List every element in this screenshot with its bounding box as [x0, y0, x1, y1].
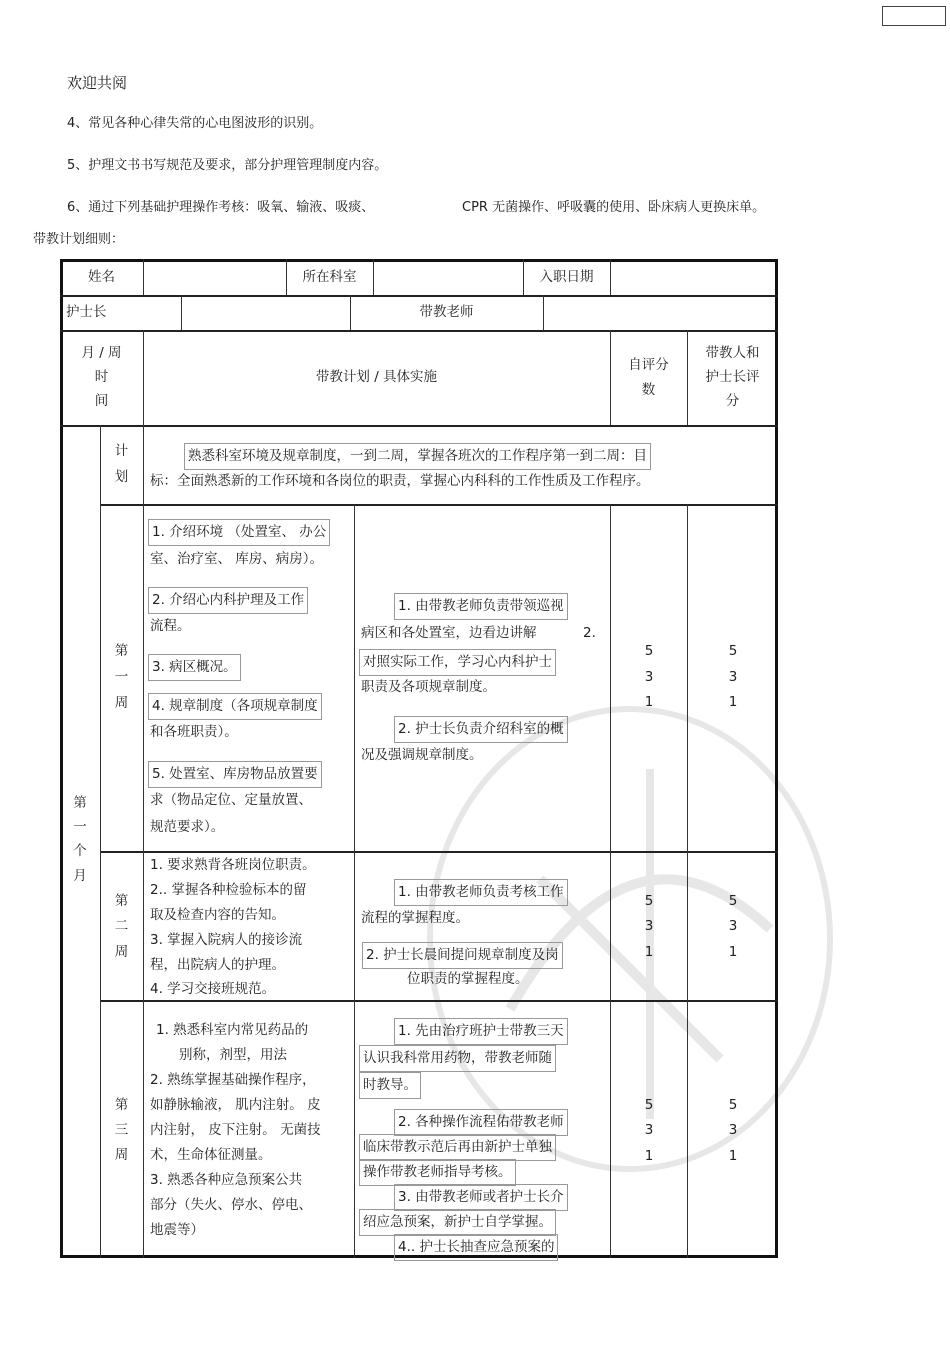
entry-date-label: 入职日期 — [539, 269, 594, 285]
week2-content-line: 4. 学习交接班规范。 — [150, 981, 276, 997]
self-score-header-1: 自评分 — [628, 357, 669, 373]
teacher-score-header-3: 分 — [725, 393, 740, 409]
week1-content-line: 和各班职责）。 — [150, 724, 238, 740]
week1-content-line: 5. 处置室、库房物品放置要 — [148, 761, 322, 788]
plan-title: 带教计划细则： — [33, 232, 125, 247]
week2-implement-line: 1. 由带教老师负责考核工作 — [394, 879, 568, 906]
week1-content-line: 4. 规章制度（各项规章制度 — [148, 693, 322, 720]
week3-content-line: 2. 熟练掌握基础操作程序， — [150, 1072, 316, 1088]
week2-self-score: 5 — [644, 893, 654, 909]
time-header-2: 时 — [94, 369, 109, 385]
intro-item-6b: CPR 无菌操作、呼吸囊的使用、卧床病人更换床单。 — [462, 200, 766, 215]
week2-content-line: 程，出院病人的护理。 — [150, 957, 285, 973]
week1-implement-line: 2. — [583, 625, 596, 641]
name-field[interactable] — [144, 265, 285, 290]
week1-implement-line: 况及强调规章制度。 — [361, 747, 483, 763]
time-header-3: 间 — [94, 393, 109, 409]
week3-implement-line: 4.. 护士长抽查应急预案的 — [394, 1234, 558, 1261]
head-nurse-label: 护士长 — [66, 304, 107, 320]
plan-text-1: 熟悉科室环境及规章制度，一到二周，掌握各班次的工作程序第一到二周：目 — [184, 443, 651, 470]
week1-implement-line: 对照实际工作，学习心内科护士 — [359, 649, 556, 676]
time-header-1: 月 / 周 — [81, 345, 122, 361]
week3-content-line: 地震等） — [150, 1222, 204, 1238]
week1-label-1: 第 — [114, 643, 129, 659]
week1-implement-line: 病区和各处置室，边看边讲解 — [361, 625, 537, 641]
department-label: 所在科室 — [302, 269, 357, 285]
week3-content-line: 内注射， 皮下注射。 无菌技 — [150, 1122, 321, 1138]
week1-self-score: 3 — [644, 669, 654, 685]
week2-content-line: 2.. 掌握各种检验标本的留 — [150, 882, 307, 898]
week3-label-1: 第 — [114, 1097, 129, 1113]
week1-self-score: 1 — [644, 694, 654, 710]
intro-item-4: 4、常见各种心律失常的心电图波形的识别。 — [67, 116, 323, 131]
month-label-4: 月 — [73, 868, 87, 884]
week3-self-score: 3 — [644, 1122, 654, 1138]
week2-implement-line: 位职责的掌握程度。 — [407, 971, 529, 987]
week3-self-score: 1 — [644, 1148, 654, 1164]
week1-content-line: 规范要求）。 — [150, 819, 225, 835]
week3-implement-line: 2. 各种操作流程佑带教老师 — [394, 1109, 568, 1136]
week2-teacher-score: 3 — [728, 918, 738, 934]
week1-label-2: 一 — [114, 669, 129, 685]
week2-teacher-score: 5 — [728, 893, 738, 909]
week2-label-3: 周 — [114, 944, 129, 960]
week3-implement-line: 操作带教老师指导考核。 — [359, 1159, 516, 1186]
week3-content-line: 部分（失火、停水、停电、 — [150, 1197, 312, 1213]
week3-content-line: 术，生命体征测量。 — [150, 1147, 272, 1163]
plan-header: 带教计划 / 具体实施 — [315, 369, 438, 385]
week2-content-line: 取及检查内容的告知。 — [150, 907, 285, 923]
week2-implement-line: 2. 护士长晨间提问规章制度及岗 — [362, 942, 563, 969]
week3-implement-line: 时教导。 — [359, 1072, 421, 1099]
week3-teacher-score: 1 — [728, 1148, 738, 1164]
week1-content-line: 流程。 — [150, 618, 191, 634]
name-label: 姓名 — [88, 269, 115, 285]
week2-label-1: 第 — [114, 893, 129, 909]
intro-item-6a: 6、通过下列基础护理操作考核：吸氧、输液、吸痰、 — [67, 200, 375, 215]
week2-label-2: 二 — [114, 918, 129, 934]
week3-teacher-score: 5 — [728, 1097, 738, 1113]
week1-teacher-score: 5 — [728, 643, 738, 659]
week1-teacher-score: 3 — [728, 669, 738, 685]
week3-implement-line: 1. 先由治疗班护士带教三天 — [394, 1018, 568, 1045]
week3-implement-line: 临床带教示范后再由新护士单独 — [359, 1134, 556, 1161]
week1-content-line: 2. 介绍心内科护理及工作 — [148, 587, 308, 614]
week1-label-3: 周 — [114, 695, 129, 711]
week3-content-line: 3. 熟悉各种应急预案公共 — [150, 1172, 303, 1188]
teacher-label: 带教老师 — [419, 304, 474, 320]
week2-implement-line: 流程的掌握程度。 — [361, 910, 469, 926]
week1-content-line: 室、治疗室、 库房、病房）。 — [150, 551, 324, 567]
week2-content-line: 1. 要求熟背各班岗位职责。 — [150, 857, 316, 873]
month-label-2: 一 — [73, 819, 87, 835]
teacher-score-header-2: 护士长评 — [705, 369, 760, 385]
week3-implement-line: 3. 由带教老师或者护士长介 — [394, 1184, 568, 1211]
week1-self-score: 5 — [644, 643, 654, 659]
self-score-header-2: 数 — [641, 382, 656, 398]
training-plan-table — [60, 259, 778, 1258]
month-label-3: 个 — [73, 843, 87, 859]
week3-implement-line: 认识我科常用药物，带教老师随 — [359, 1045, 556, 1072]
month-label-1: 第 — [73, 795, 87, 811]
week1-content-line: 求（物品定位、定量放置、 — [150, 792, 312, 808]
page-number-box — [882, 6, 946, 26]
week3-label-2: 三 — [114, 1122, 129, 1138]
week3-label-3: 周 — [114, 1147, 129, 1163]
week1-implement-line: 1. 由带教老师负责带领巡视 — [394, 593, 568, 620]
week3-teacher-score: 3 — [728, 1122, 738, 1138]
week3-implement-line: 绍应急预案，新护士自学掌握。 — [359, 1209, 556, 1236]
plan-label-1: 计 — [114, 443, 129, 459]
head-nurse-field[interactable] — [182, 300, 349, 325]
teacher-score-header-1: 带教人和 — [705, 345, 760, 361]
week1-implement-line: 职责及各项规章制度。 — [361, 679, 496, 695]
week1-content-line: 3. 病区概况。 — [148, 654, 241, 681]
week3-content-line: 1. 熟悉科室内常见药品的 — [156, 1022, 309, 1038]
plan-label-2: 划 — [114, 469, 129, 485]
week2-teacher-score: 1 — [728, 944, 738, 960]
week3-content-line: 别称，剂型，用法 — [179, 1047, 287, 1063]
week2-content-line: 3. 掌握入院病人的接诊流 — [150, 932, 303, 948]
welcome-header: 欢迎共阅 — [67, 74, 128, 92]
entry-date-field[interactable] — [611, 265, 773, 290]
week2-self-score: 1 — [644, 944, 654, 960]
week1-teacher-score: 1 — [728, 694, 738, 710]
week2-self-score: 3 — [644, 918, 654, 934]
department-field[interactable] — [374, 265, 522, 290]
week3-content-line: 如静脉输液， 肌内注射。 皮 — [150, 1097, 321, 1113]
intro-item-5: 5、护理文书书写规范及要求，部分护理管理制度内容。 — [67, 158, 388, 173]
week1-implement-line: 2. 护士长负责介绍科室的概 — [394, 716, 568, 743]
week3-self-score: 5 — [644, 1097, 654, 1113]
week1-content-line: 1. 介绍环境 （处置室、 办公 — [148, 519, 330, 546]
plan-text-2: 标：全面熟悉新的工作环境和各岗位的职责，掌握心内科科的工作性质及工作程序。 — [150, 473, 650, 489]
teacher-field[interactable] — [544, 300, 773, 325]
